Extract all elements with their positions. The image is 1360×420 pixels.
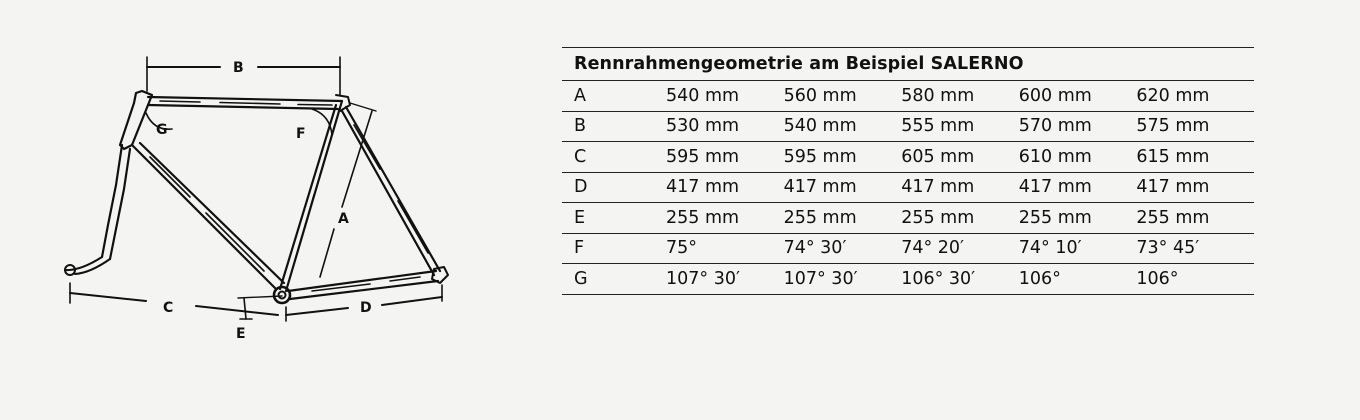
table-cell: 580 mm (901, 81, 1019, 111)
table-cell: 107° 30′ (784, 264, 902, 295)
table-cell: 255 mm (784, 203, 902, 234)
row-label: E (562, 203, 666, 234)
dimension-d-line-right (382, 297, 442, 305)
table-cell: 610 mm (1019, 142, 1137, 173)
dimension-a-extension (350, 103, 376, 111)
table-cell: 255 mm (1136, 203, 1254, 234)
row-label: F (562, 233, 666, 264)
table-cell: 595 mm (666, 142, 784, 173)
table-cell: 575 mm (1136, 111, 1254, 142)
table-cell: 74° 20′ (901, 233, 1019, 264)
table-cell: 255 mm (901, 203, 1019, 234)
table-title: Rennrahmengeometrie am Beispiel SALERNO (562, 48, 1254, 81)
row-label: A (562, 81, 666, 111)
dimension-c-line-left (70, 293, 146, 301)
label-b: B (233, 60, 244, 76)
table-cell: 74° 30′ (784, 233, 902, 264)
table-cell: 106° 30′ (901, 264, 1019, 295)
table-cell: 417 mm (1136, 172, 1254, 203)
label-e: E (236, 326, 246, 342)
label-f: F (296, 126, 306, 142)
table-cell: 74° 10′ (1019, 233, 1137, 264)
table-cell: 107° 30′ (666, 264, 784, 295)
down-tube-centerline (150, 157, 264, 271)
label-a: A (338, 211, 349, 227)
table-cell: 106° (1019, 264, 1137, 295)
table-cell: 73° 45′ (1136, 233, 1254, 264)
table-cell: 540 mm (784, 111, 902, 142)
row-label: B (562, 111, 666, 142)
dimension-d-line-left (286, 308, 348, 315)
table-cell: 570 mm (1019, 111, 1137, 142)
table-cell: 560 mm (784, 81, 902, 111)
dimension-e-line (244, 298, 246, 319)
geometry-table (562, 81, 1254, 295)
table-row (562, 172, 1254, 203)
table-cell: 106° (1136, 264, 1254, 295)
frame-geometry-diagram (50, 45, 520, 355)
table-row (562, 203, 1254, 234)
table-cell: 255 mm (1019, 203, 1137, 234)
table-cell: 417 mm (1019, 172, 1137, 203)
geometry-table-body (562, 81, 1254, 294)
table-cell: 595 mm (784, 142, 902, 173)
table-cell: 417 mm (666, 172, 784, 203)
seat-stay-centerline (354, 125, 428, 253)
table-cell: 530 mm (666, 111, 784, 142)
row-label: D (562, 172, 666, 203)
table-row (562, 142, 1254, 173)
head-tube (120, 91, 152, 149)
label-d: D (360, 300, 372, 316)
table-cell: 75° (666, 233, 784, 264)
table-cell: 600 mm (1019, 81, 1137, 111)
table-cell: 417 mm (901, 172, 1019, 203)
top-tube-centerline (160, 101, 332, 105)
table-cell: 555 mm (901, 111, 1019, 142)
dimension-a-line-lower (320, 229, 334, 277)
table-row (562, 81, 1254, 111)
bottom-bracket (274, 287, 290, 303)
frame-drawing (50, 45, 520, 355)
table-row (562, 264, 1254, 295)
row-label: G (562, 264, 666, 295)
label-g: G (156, 122, 168, 138)
table-cell: 540 mm (666, 81, 784, 111)
label-c: C (163, 300, 174, 316)
table-cell: 255 mm (666, 203, 784, 234)
geometry-table-section (562, 47, 1254, 295)
fork-blade-front (102, 145, 122, 257)
table-row (562, 111, 1254, 142)
table-cell: 417 mm (784, 172, 902, 203)
dimension-c-line-right (196, 306, 278, 315)
seat-tube (280, 101, 342, 291)
bottom-bracket-axle (279, 292, 286, 299)
table-row (562, 233, 1254, 264)
table-cell: 620 mm (1136, 81, 1254, 111)
table-cell: 605 mm (901, 142, 1019, 173)
table-cell: 615 mm (1136, 142, 1254, 173)
row-label: C (562, 142, 666, 173)
